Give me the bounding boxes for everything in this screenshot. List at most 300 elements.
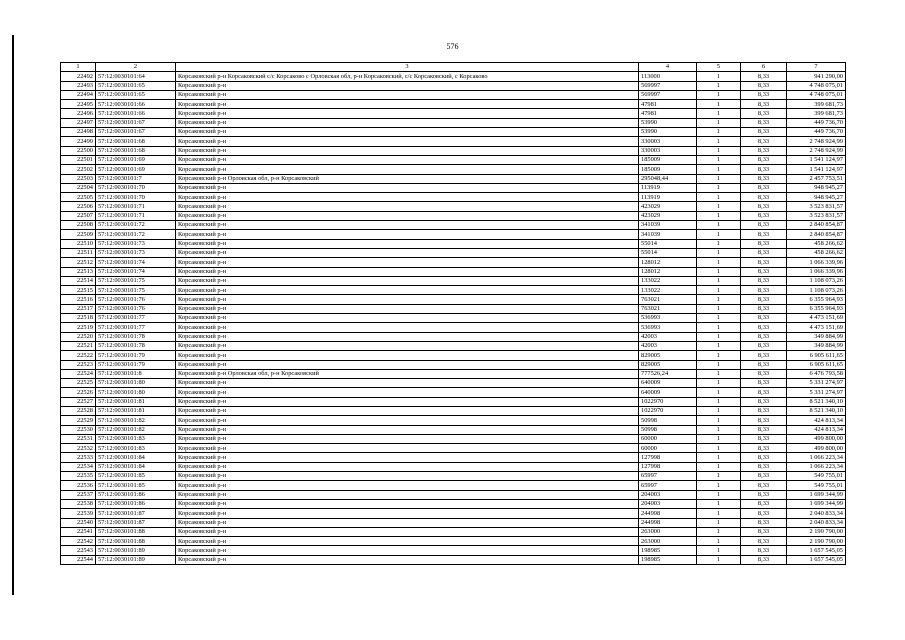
rate-cell: 8,33 — [741, 481, 787, 490]
cadastral-number-cell: 57:12:0030101:85 — [96, 472, 176, 481]
table-row — [61, 509, 846, 518]
value-cell: 2 190 790,00 — [787, 527, 846, 536]
count-cell: 1 — [697, 72, 741, 81]
rate-cell: 8,33 — [741, 388, 787, 397]
cadastral-number-cell: 57:12:0030101:80 — [96, 388, 176, 397]
address-cell: Корсаковский р-н — [176, 230, 639, 239]
column-header: 4 — [639, 63, 697, 72]
table-row — [61, 109, 846, 118]
cadastral-number-cell: 57:12:0030101:74 — [96, 258, 176, 267]
row-number-cell: 22510 — [61, 239, 96, 248]
table-row — [61, 499, 846, 508]
area-cell: 55014 — [639, 248, 697, 257]
column-header: 6 — [741, 63, 787, 72]
cadastral-number-cell: 57:12:0030101:78 — [96, 332, 176, 341]
table-row — [61, 416, 846, 425]
rate-cell: 8,33 — [741, 518, 787, 527]
rate-cell: 8,33 — [741, 323, 787, 332]
value-cell: 1 541 124,97 — [787, 165, 846, 174]
area-cell: 127998 — [639, 462, 697, 471]
row-number-cell: 22515 — [61, 286, 96, 295]
table-row — [61, 444, 846, 453]
area-cell: 536993 — [639, 323, 697, 332]
table-row — [61, 555, 846, 564]
rate-cell: 8,33 — [741, 341, 787, 350]
row-number-cell: 22494 — [61, 90, 96, 99]
address-cell: Корсаковский р-н — [176, 314, 639, 323]
area-cell: 113919 — [639, 183, 697, 192]
rate-cell: 8,33 — [741, 555, 787, 564]
table-row — [61, 314, 846, 323]
value-cell: 4 748 075,01 — [787, 81, 846, 90]
address-cell: Корсаковский р-н — [176, 211, 639, 220]
cadastral-number-cell: 57:12:0030101:65 — [96, 90, 176, 99]
value-cell: 2 748 924,99 — [787, 137, 846, 146]
cadastral-number-cell: 57:12:0030101:87 — [96, 518, 176, 527]
address-cell: Корсаковский р-н — [176, 183, 639, 192]
row-number-cell: 22492 — [61, 72, 96, 81]
table-row — [61, 286, 846, 295]
cadastral-number-cell: 57:12:0030101:75 — [96, 286, 176, 295]
table-row — [61, 397, 846, 406]
count-cell: 1 — [697, 286, 741, 295]
area-cell: 42003 — [639, 332, 697, 341]
value-cell: 6 355 964,93 — [787, 295, 846, 304]
value-cell: 2 457 753,51 — [787, 174, 846, 183]
count-cell: 1 — [697, 434, 741, 443]
table-row — [61, 128, 846, 137]
value-cell: 2 840 854,87 — [787, 221, 846, 230]
count-cell: 1 — [697, 118, 741, 127]
table-row — [61, 332, 846, 341]
count-cell: 1 — [697, 472, 741, 481]
row-number-cell: 22532 — [61, 444, 96, 453]
row-number-cell: 22509 — [61, 230, 96, 239]
count-cell: 1 — [697, 509, 741, 518]
value-cell: 549 755,01 — [787, 472, 846, 481]
cadastral-number-cell: 57:12:0030101:81 — [96, 406, 176, 415]
count-cell: 1 — [697, 499, 741, 508]
cadastral-number-cell: 57:12:0030101:86 — [96, 499, 176, 508]
table-row — [61, 276, 846, 285]
table-row — [61, 202, 846, 211]
count-cell: 1 — [697, 490, 741, 499]
row-number-cell: 22517 — [61, 304, 96, 313]
count-cell: 1 — [697, 248, 741, 257]
rate-cell: 8,33 — [741, 202, 787, 211]
area-cell: 569997 — [639, 81, 697, 90]
table-row — [61, 165, 846, 174]
address-cell: Корсаковский р-н — [176, 81, 639, 90]
cadastral-number-cell: 57:12:0030101:80 — [96, 379, 176, 388]
value-cell: 1 108 073,26 — [787, 276, 846, 285]
count-cell: 1 — [697, 230, 741, 239]
address-cell: Корсаковский р-н — [176, 332, 639, 341]
value-cell: 1 108 073,26 — [787, 286, 846, 295]
row-number-cell: 22514 — [61, 276, 96, 285]
rate-cell: 8,33 — [741, 146, 787, 155]
area-cell: 829005 — [639, 351, 697, 360]
cadastral-number-cell: 57:12:0030101:72 — [96, 230, 176, 239]
area-cell: 536993 — [639, 314, 697, 323]
cadastral-number-cell: 57:12:0030101:71 — [96, 211, 176, 220]
area-cell: 640009 — [639, 379, 697, 388]
row-number-cell: 22526 — [61, 388, 96, 397]
table-row — [61, 146, 846, 155]
row-number-cell: 22540 — [61, 518, 96, 527]
count-cell: 1 — [697, 555, 741, 564]
row-number-cell: 22498 — [61, 128, 96, 137]
rate-cell: 8,33 — [741, 165, 787, 174]
row-number-cell: 22521 — [61, 341, 96, 350]
rate-cell: 8,33 — [741, 314, 787, 323]
value-cell: 499 800,00 — [787, 434, 846, 443]
address-cell: Корсаковский р-н — [176, 248, 639, 257]
table-row — [61, 481, 846, 490]
table-row — [61, 221, 846, 230]
area-cell: 65997 — [639, 481, 697, 490]
count-cell: 1 — [697, 81, 741, 90]
row-number-cell: 22539 — [61, 509, 96, 518]
row-number-cell: 22518 — [61, 314, 96, 323]
row-number-cell: 22523 — [61, 360, 96, 369]
cadastral-number-cell: 57:12:0030101:88 — [96, 537, 176, 546]
rate-cell: 8,33 — [741, 100, 787, 109]
row-number-cell: 22538 — [61, 499, 96, 508]
value-cell: 2 040 833,34 — [787, 509, 846, 518]
area-cell: 47981 — [639, 109, 697, 118]
rate-cell: 8,33 — [741, 332, 787, 341]
count-cell: 1 — [697, 444, 741, 453]
area-cell: 113000 — [639, 72, 697, 81]
count-cell: 1 — [697, 462, 741, 471]
table-row — [61, 155, 846, 164]
value-cell: 8 521 340,10 — [787, 397, 846, 406]
rate-cell: 8,33 — [741, 453, 787, 462]
address-cell: Корсаковский р-н — [176, 221, 639, 230]
table-row — [61, 174, 846, 183]
row-number-cell: 22502 — [61, 165, 96, 174]
rate-cell: 8,33 — [741, 128, 787, 137]
count-cell: 1 — [697, 481, 741, 490]
table-row — [61, 81, 846, 90]
count-cell: 1 — [697, 527, 741, 536]
area-cell: 198985 — [639, 546, 697, 555]
address-cell: Корсаковский р-н — [176, 509, 639, 518]
table-row — [61, 351, 846, 360]
address-cell: Корсаковский р-н — [176, 304, 639, 313]
row-number-cell: 22497 — [61, 118, 96, 127]
count-cell: 1 — [697, 221, 741, 230]
area-cell: 128012 — [639, 267, 697, 276]
rate-cell: 8,33 — [741, 155, 787, 164]
row-number-cell: 22534 — [61, 462, 96, 471]
cadastral-number-cell: 57:12:0030101:76 — [96, 304, 176, 313]
value-cell: 2 040 833,34 — [787, 518, 846, 527]
address-cell: Корсаковский р-н — [176, 202, 639, 211]
rate-cell: 8,33 — [741, 109, 787, 118]
rate-cell: 8,33 — [741, 183, 787, 192]
value-cell: 1 066 223,34 — [787, 462, 846, 471]
value-cell: 8 521 340,10 — [787, 406, 846, 415]
area-cell: 763021 — [639, 304, 697, 313]
cadastral-number-cell: 57:12:0030101:86 — [96, 490, 176, 499]
value-cell: 941 290,00 — [787, 72, 846, 81]
address-cell: Корсаковский р-н — [176, 155, 639, 164]
address-cell: Корсаковский р-н — [176, 351, 639, 360]
rate-cell: 8,33 — [741, 490, 787, 499]
area-cell: 53990 — [639, 118, 697, 127]
area-cell: 65997 — [639, 472, 697, 481]
row-number-cell: 22516 — [61, 295, 96, 304]
rate-cell: 8,33 — [741, 537, 787, 546]
area-cell: 640009 — [639, 388, 697, 397]
count-cell: 1 — [697, 267, 741, 276]
address-cell: Корсаковский р-н — [176, 286, 639, 295]
rate-cell: 8,33 — [741, 286, 787, 295]
value-cell: 349 884,99 — [787, 341, 846, 350]
rate-cell: 8,33 — [741, 499, 787, 508]
table-row — [61, 193, 846, 202]
table-row — [61, 434, 846, 443]
cadastral-number-cell: 57:12:0030101:78 — [96, 341, 176, 350]
count-cell: 1 — [697, 146, 741, 155]
rate-cell: 8,33 — [741, 472, 787, 481]
area-cell: 330003 — [639, 146, 697, 155]
row-number-cell: 22543 — [61, 546, 96, 555]
address-cell: Корсаковский р-н — [176, 481, 639, 490]
value-cell: 2 748 924,99 — [787, 146, 846, 155]
cadastral-number-cell: 57:12:0030101:89 — [96, 546, 176, 555]
area-cell: 423029 — [639, 211, 697, 220]
rate-cell: 8,33 — [741, 174, 787, 183]
address-cell: Корсаковский р-н — [176, 388, 639, 397]
value-cell: 6 476 793,58 — [787, 369, 846, 378]
table-row — [61, 100, 846, 109]
area-cell: 263000 — [639, 537, 697, 546]
cadastral-number-cell: 57:12:0030101:81 — [96, 397, 176, 406]
address-cell: Корсаковский р-н — [176, 193, 639, 202]
rate-cell: 8,33 — [741, 248, 787, 257]
value-cell: 1 657 545,05 — [787, 555, 846, 564]
count-cell: 1 — [697, 109, 741, 118]
cadastral-number-cell: 57:12:0030101:84 — [96, 462, 176, 471]
row-number-cell: 22496 — [61, 109, 96, 118]
row-number-cell: 22511 — [61, 248, 96, 257]
cadastral-table — [60, 62, 846, 565]
area-cell: 53990 — [639, 128, 697, 137]
count-cell: 1 — [697, 406, 741, 415]
area-cell: 55014 — [639, 239, 697, 248]
cadastral-number-cell: 57:12:0030101:74 — [96, 267, 176, 276]
count-cell: 1 — [697, 90, 741, 99]
count-cell: 1 — [697, 100, 741, 109]
table-row — [61, 137, 846, 146]
address-cell: Корсаковский р-н — [176, 406, 639, 415]
address-cell: Корсаковский р-н — [176, 118, 639, 127]
rate-cell: 8,33 — [741, 118, 787, 127]
table-header-row — [61, 63, 846, 72]
count-cell: 1 — [697, 211, 741, 220]
row-number-cell: 22533 — [61, 453, 96, 462]
rate-cell: 8,33 — [741, 304, 787, 313]
count-cell: 1 — [697, 397, 741, 406]
table-row — [61, 406, 846, 415]
rate-cell: 8,33 — [741, 193, 787, 202]
cadastral-number-cell: 57:12:0030101:70 — [96, 193, 176, 202]
count-cell: 1 — [697, 202, 741, 211]
rate-cell: 8,33 — [741, 295, 787, 304]
row-number-cell: 22520 — [61, 332, 96, 341]
address-cell: Корсаковский р-н — [176, 295, 639, 304]
rate-cell: 8,33 — [741, 369, 787, 378]
area-cell: 133022 — [639, 286, 697, 295]
value-cell: 1 066 339,96 — [787, 258, 846, 267]
row-number-cell: 22531 — [61, 434, 96, 443]
count-cell: 1 — [697, 332, 741, 341]
table-row — [61, 379, 846, 388]
rate-cell: 8,33 — [741, 397, 787, 406]
value-cell: 4 473 151,69 — [787, 323, 846, 332]
area-cell: 128012 — [639, 258, 697, 267]
area-cell: 1022970 — [639, 397, 697, 406]
area-cell: 60000 — [639, 444, 697, 453]
area-cell: 185009 — [639, 165, 697, 174]
area-cell: 133022 — [639, 276, 697, 285]
table-row — [61, 248, 846, 257]
address-cell: Корсаковский р-н — [176, 555, 639, 564]
cadastral-number-cell: 57:12:0030101:71 — [96, 202, 176, 211]
value-cell: 6 355 964,93 — [787, 304, 846, 313]
address-cell: Корсаковский р-н — [176, 490, 639, 499]
cadastral-number-cell: 57:12:0030101:68 — [96, 146, 176, 155]
table-row — [61, 546, 846, 555]
row-number-cell: 22503 — [61, 174, 96, 183]
area-cell: 423029 — [639, 202, 697, 211]
cadastral-number-cell: 57:12:0030101:79 — [96, 360, 176, 369]
row-number-cell: 22519 — [61, 323, 96, 332]
row-number-cell: 22536 — [61, 481, 96, 490]
table-row — [61, 453, 846, 462]
count-cell: 1 — [697, 295, 741, 304]
count-cell: 1 — [697, 323, 741, 332]
count-cell: 1 — [697, 304, 741, 313]
area-cell: 763021 — [639, 295, 697, 304]
table-row — [61, 369, 846, 378]
count-cell: 1 — [697, 137, 741, 146]
table-row — [61, 267, 846, 276]
table-row — [61, 341, 846, 350]
value-cell: 4 748 075,01 — [787, 90, 846, 99]
row-number-cell: 22500 — [61, 146, 96, 155]
row-number-cell: 22507 — [61, 211, 96, 220]
column-header: 1 — [61, 63, 96, 72]
row-number-cell: 22544 — [61, 555, 96, 564]
area-cell: 60000 — [639, 434, 697, 443]
table-row — [61, 183, 846, 192]
value-cell: 2 840 854,87 — [787, 230, 846, 239]
cadastral-number-cell: 57:12:0030101:82 — [96, 416, 176, 425]
rate-cell: 8,33 — [741, 221, 787, 230]
address-cell: Корсаковский р-н — [176, 444, 639, 453]
cadastral-number-cell: 57:12:0030101:65 — [96, 81, 176, 90]
count-cell: 1 — [697, 537, 741, 546]
address-cell: Корсаковский р-н — [176, 109, 639, 118]
count-cell: 1 — [697, 379, 741, 388]
table-row — [61, 472, 846, 481]
rate-cell: 8,33 — [741, 509, 787, 518]
area-cell: 244998 — [639, 509, 697, 518]
rate-cell: 8,33 — [741, 379, 787, 388]
cadastral-number-cell: 57:12:0030101:72 — [96, 221, 176, 230]
rate-cell: 8,33 — [741, 230, 787, 239]
table-row — [61, 490, 846, 499]
count-cell: 1 — [697, 341, 741, 350]
column-header: 7 — [787, 63, 846, 72]
row-number-cell: 22535 — [61, 472, 96, 481]
row-number-cell: 22512 — [61, 258, 96, 267]
row-number-cell: 22504 — [61, 183, 96, 192]
value-cell: 499 800,00 — [787, 444, 846, 453]
address-cell: Корсаковский р-н — [176, 518, 639, 527]
rate-cell: 8,33 — [741, 351, 787, 360]
value-cell: 1 699 344,99 — [787, 490, 846, 499]
address-cell: Корсаковский р-н — [176, 258, 639, 267]
address-cell: Корсаковский р-н — [176, 499, 639, 508]
cadastral-number-cell: 57:12:0030101:66 — [96, 109, 176, 118]
rate-cell: 8,33 — [741, 527, 787, 536]
area-cell: 204003 — [639, 490, 697, 499]
area-cell: 341039 — [639, 230, 697, 239]
cadastral-number-cell: 57:12:0030101:76 — [96, 295, 176, 304]
cadastral-number-cell: 57:12:0030101:82 — [96, 425, 176, 434]
address-cell: Корсаковский р-н — [176, 267, 639, 276]
rate-cell: 8,33 — [741, 90, 787, 99]
row-number-cell: 22506 — [61, 202, 96, 211]
row-number-cell: 22525 — [61, 379, 96, 388]
row-number-cell: 22541 — [61, 527, 96, 536]
address-cell: Корсаковский р-н — [176, 90, 639, 99]
rate-cell: 8,33 — [741, 416, 787, 425]
address-cell: Корсаковский р-н — [176, 527, 639, 536]
table-row — [61, 527, 846, 536]
area-cell: 198985 — [639, 555, 697, 564]
cadastral-number-cell: 57:12:0030101:83 — [96, 434, 176, 443]
count-cell: 1 — [697, 388, 741, 397]
table-row — [61, 258, 846, 267]
area-cell: 1022970 — [639, 406, 697, 415]
row-number-cell: 22537 — [61, 490, 96, 499]
rate-cell: 8,33 — [741, 81, 787, 90]
cadastral-number-cell: 57:12:0030101:85 — [96, 481, 176, 490]
area-cell: 50998 — [639, 416, 697, 425]
count-cell: 1 — [697, 128, 741, 137]
address-cell: Корсаковский р-н — [176, 434, 639, 443]
area-cell: 244998 — [639, 518, 697, 527]
table-row — [61, 388, 846, 397]
address-cell: Корсаковский р-н — [176, 360, 639, 369]
cadastral-number-cell: 57:12:0030101:67 — [96, 128, 176, 137]
address-cell: Корсаковский р-н — [176, 276, 639, 285]
address-cell: Корсаковский р-н Орловская обл, р-н Корсаковский — [176, 369, 639, 378]
column-header: 5 — [697, 63, 741, 72]
rate-cell: 8,33 — [741, 425, 787, 434]
table-row — [61, 230, 846, 239]
rate-cell: 8,33 — [741, 360, 787, 369]
value-cell: 4 473 151,69 — [787, 314, 846, 323]
value-cell: 549 755,01 — [787, 481, 846, 490]
address-cell: Корсаковский р-н — [176, 462, 639, 471]
